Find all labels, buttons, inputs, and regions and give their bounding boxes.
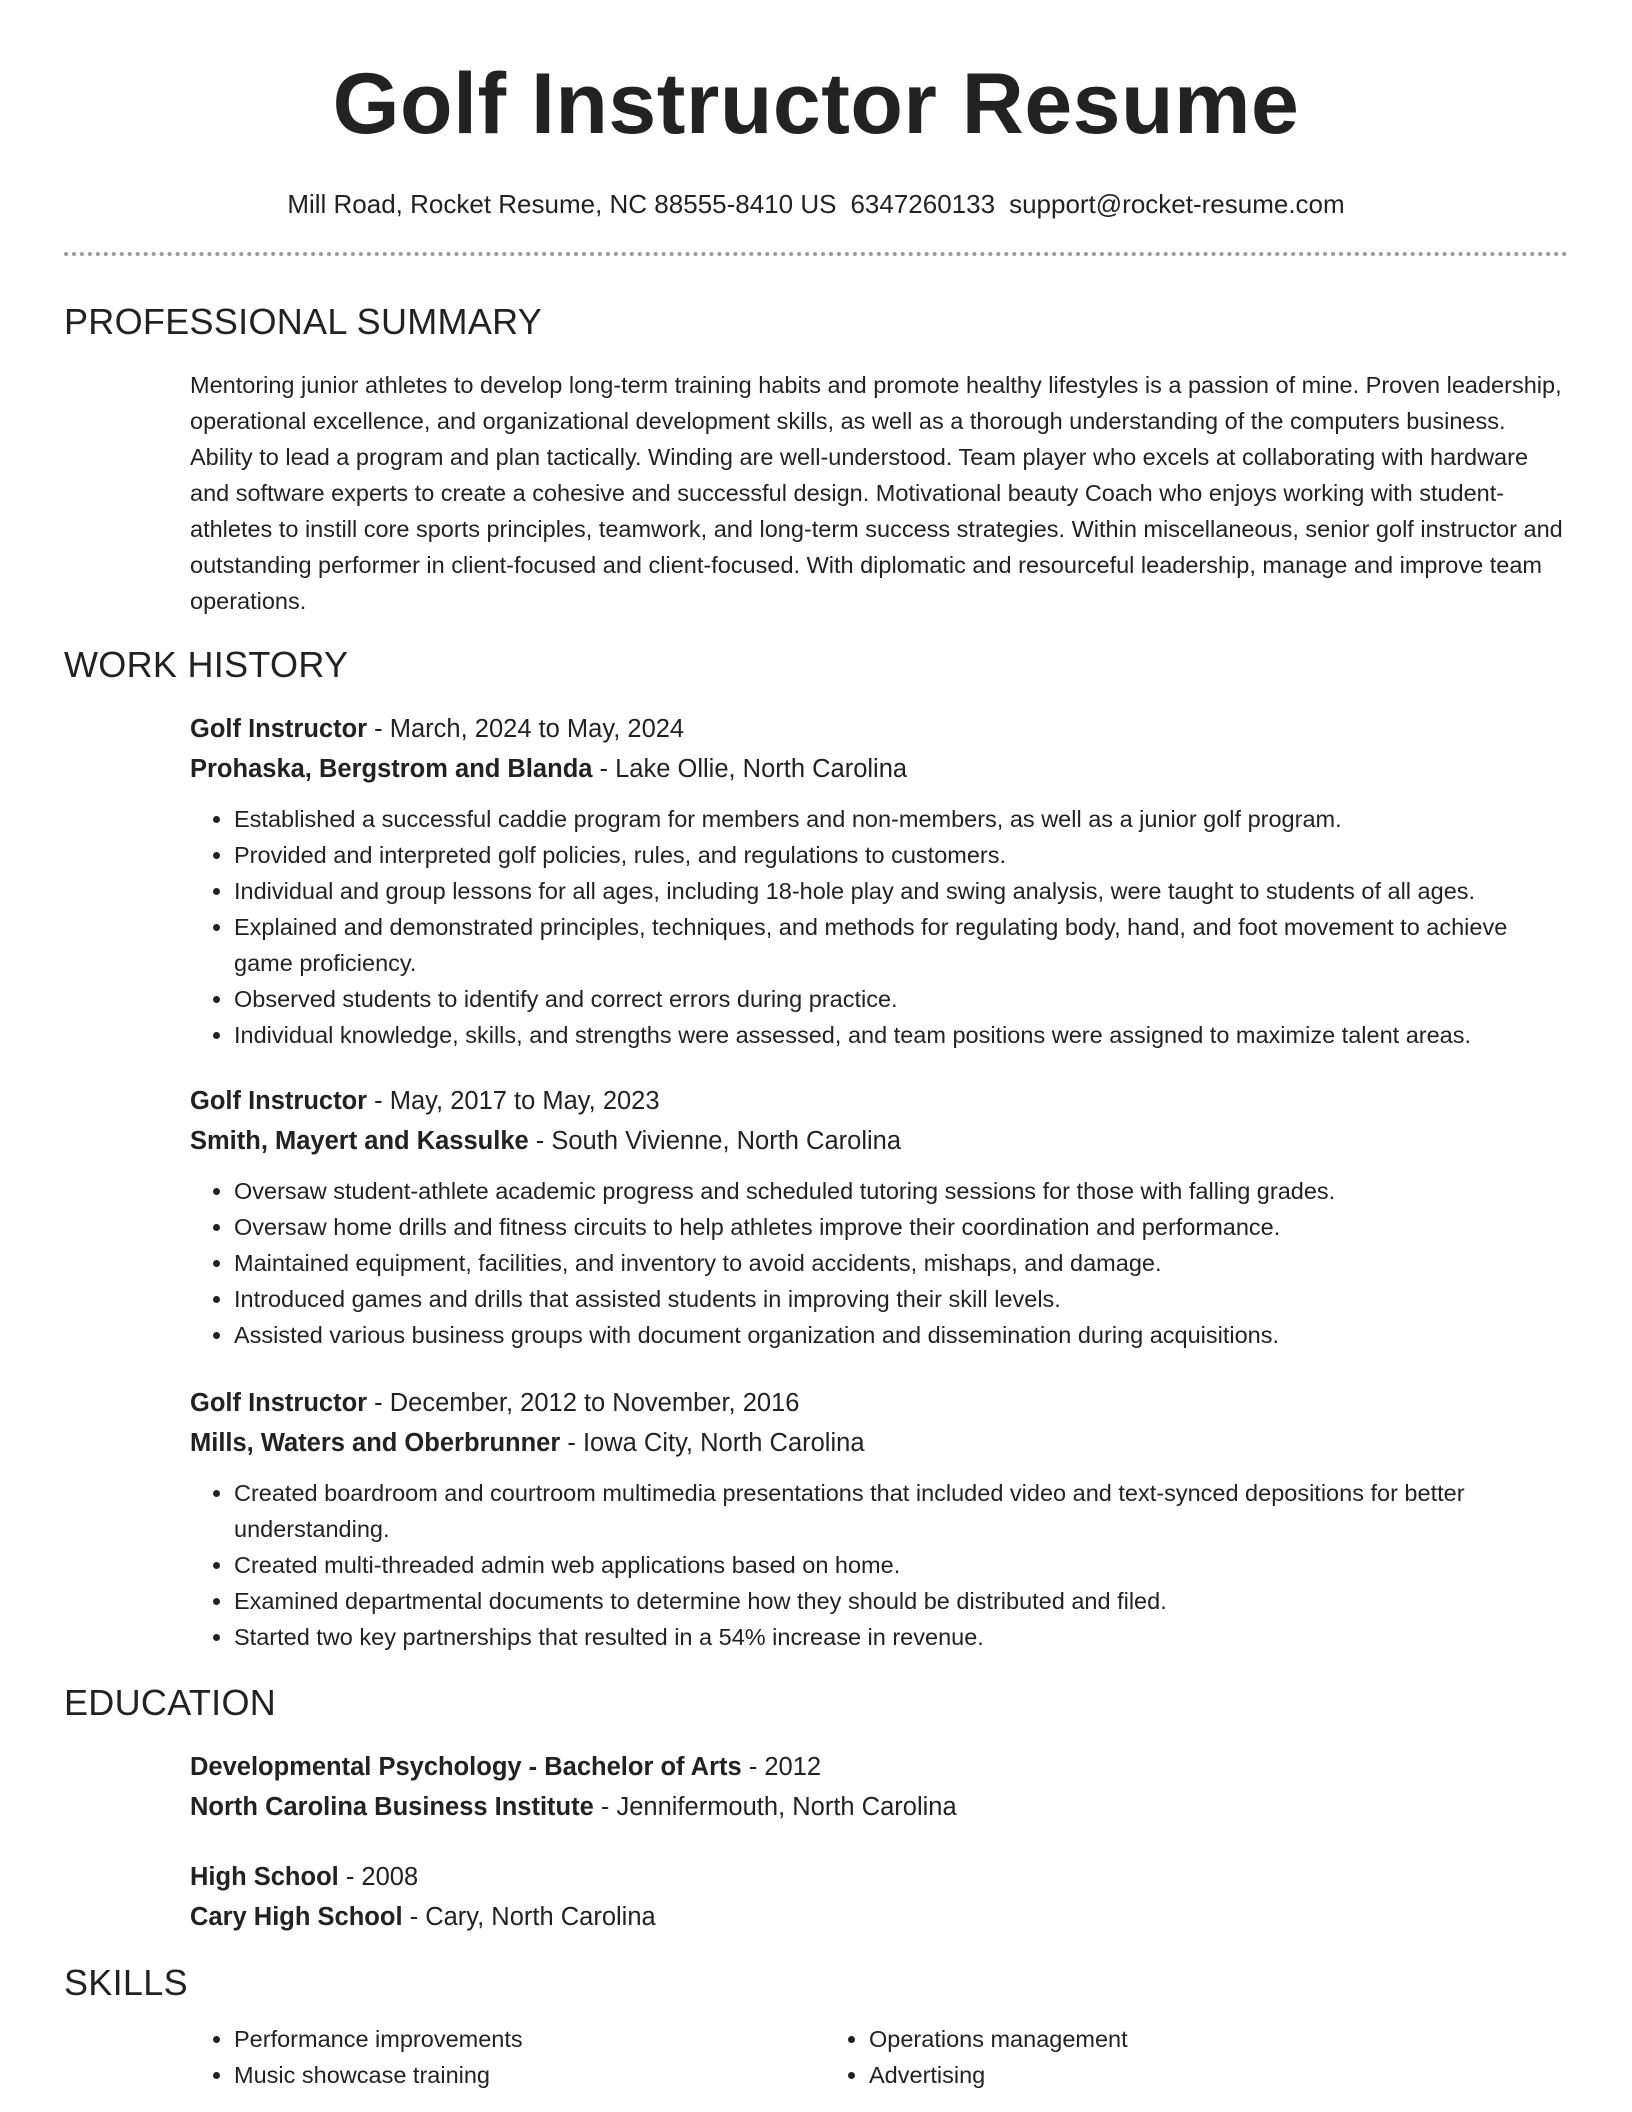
education-school: Cary High School [190,1903,403,1931]
job-bullet: • Introduced games and drills that assisted students in improving their skill levels. [234,1281,1568,1317]
job-title-line [190,1383,1568,1423]
summary-paragraph: Mentoring junior athletes to develop long-term training habits and promote healthy lifestyles is a passion of mine. Proven leadership, operational excellence, and organizational development skills, as well as a thorough understanding of the computers business. Ability to lead a program and plan tactically. Winding are well-understood. Team player who excels at collaborating with hardware and software experts to create a cohesive and successful design. Motivational beauty Coach who enjoys working with student-athletes to instill core sports principles, teamwork, and long-term success strategies. Within miscellaneous, senior golf instructor and outstanding performer in client-focused and client-focused. With diplomatic and resourceful leadership, manage and improve team operations. [190,372,1563,614]
resume-title: Golf Instructor Resume [332,56,1300,152]
job-bullet: • Individual knowledge, skills, and strengths were assessed, and team positions were assigned to maximize talent areas. [234,1017,1568,1053]
skill-item: • Advertising [869,2057,1460,2093]
job-title-line [190,1081,1568,1121]
education-degree-line [190,1747,1568,1787]
header-divider [64,252,1568,256]
skills-column-right [825,2021,1460,2093]
education-location: - Cary, North Carolina [402,1903,656,1931]
education-year: - 2012 [741,1753,822,1781]
job-entry [190,1383,1568,1655]
job-entry [190,709,1568,1053]
contact-phone: 6347260133 [850,189,996,219]
job-bullet: • Created multi-threaded admin web applications based on home. [234,1547,1568,1583]
skills-column-left [190,2021,825,2093]
skill-item: • Operations management [869,2021,1460,2057]
skills-list [190,2021,1568,2093]
job-company: Mills, Waters and Oberbrunner [190,1429,561,1457]
job-bullet: • Provided and interpreted golf policies, rules, and regulations to customers. [234,837,1568,873]
job-bullet: • Oversaw student-athlete academic progress and scheduled tutoring sessions for those with falling grades. [234,1173,1568,1209]
job-bullet: • Started two key partnerships that resulted in a 54% increase in revenue. [234,1619,1568,1655]
job-bullet: • Maintained equipment, facilities, and inventory to avoid accidents, mishaps, and damage. [234,1245,1568,1281]
job-title: Golf Instructor [190,1087,368,1115]
job-company-line [190,749,1568,789]
job-dates: - May, 2017 to May, 2023 [367,1087,660,1115]
contact-line [64,188,1568,220]
job-company: Prohaska, Bergstrom and Blanda [190,755,593,783]
education-entry [190,1747,1568,1827]
job-dates: - December, 2012 to November, 2016 [367,1389,800,1417]
section-heading-summary: PROFESSIONAL SUMMARY [64,301,543,342]
section-heading-work-history: WORK HISTORY [64,644,349,685]
job-company-line [190,1423,1568,1463]
skill-item: • Music showcase training [234,2057,825,2093]
job-bullet: • Explained and demonstrated principles, techniques, and methods for regulating body, hand, and foot movement to achieve game proficiency. [234,909,1568,981]
job-company: Smith, Mayert and Kassulke [190,1127,529,1155]
education-entry [190,1857,1568,1937]
job-bullets [190,801,1568,1053]
job-entry [190,1081,1568,1353]
job-bullets [190,1475,1568,1655]
job-bullet: • Assisted various business groups with document organization and dissemination during acquisitions. [234,1317,1568,1353]
job-bullet: • Observed students to identify and correct errors during practice. [234,981,1568,1017]
contact-email: support@rocket-resume.com [1009,189,1345,219]
job-bullet: • Established a successful caddie program for members and non-members, as well as a junior golf program. [234,801,1568,837]
job-title: Golf Instructor [190,715,368,743]
education-year: - 2008 [338,1863,419,1891]
job-bullet: • Oversaw home drills and fitness circuits to help athletes improve their coordination and performance. [234,1209,1568,1245]
section-heading-education: EDUCATION [64,1682,277,1723]
job-title-line [190,709,1568,749]
skill-item: • Performance improvements [234,2021,825,2057]
contact-address: Mill Road, Rocket Resume, NC 88555-8410 US [287,189,837,219]
job-title: Golf Instructor [190,1389,368,1417]
job-dates: - March, 2024 to May, 2024 [367,715,685,743]
education-location: - Jennifermouth, North Carolina [593,1793,957,1821]
education-school: North Carolina Business Institute [190,1793,594,1821]
job-location: - South Vivienne, North Carolina [528,1127,902,1155]
job-company-line [190,1121,1568,1161]
section-heading-skills: SKILLS [64,1962,188,2003]
education-degree-line [190,1857,1568,1897]
education-school-line [190,1897,1568,1937]
education-degree: High School [190,1863,339,1891]
education-degree: Developmental Psychology - Bachelor of Arts [190,1753,742,1781]
job-location: - Lake Ollie, North Carolina [592,755,908,783]
job-bullet: • Individual and group lessons for all ages, including 18-hole play and swing analysis, were taught to students of all ages. [234,873,1568,909]
education-school-line [190,1787,1568,1827]
job-bullets [190,1173,1568,1353]
job-bullet: • Examined departmental documents to determine how they should be distributed and filed. [234,1583,1568,1619]
job-bullet: • Created boardroom and courtroom multimedia presentations that included video and text-synced depositions for better understanding. [234,1475,1568,1547]
job-location: - Iowa City, North Carolina [560,1429,865,1457]
